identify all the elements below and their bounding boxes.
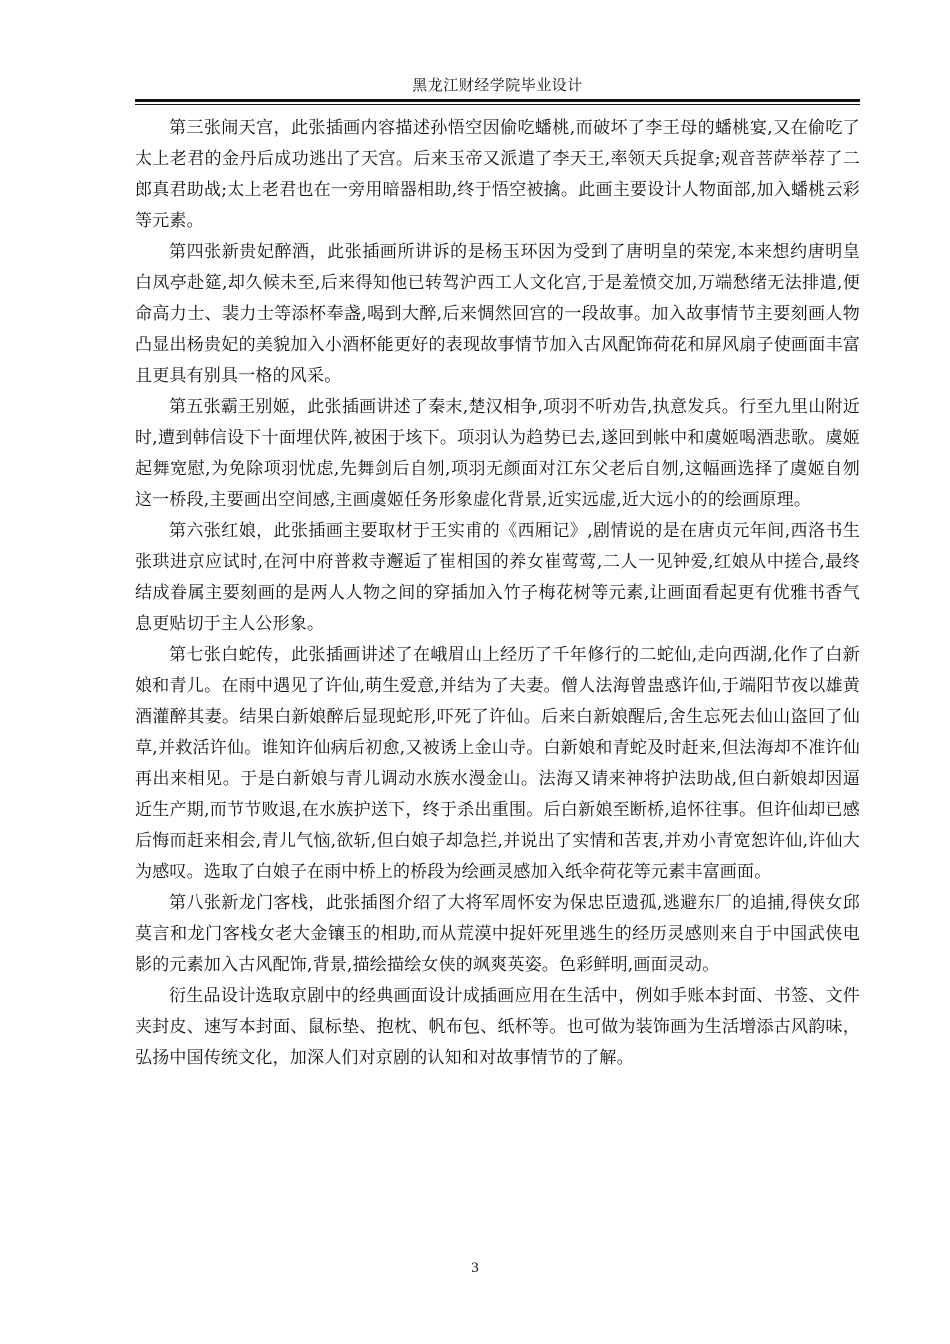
paragraph-seventh-illustration: 第七张白蛇传，此张插画讲述了在峨眉山上经历了千年修行的二蛇仙,走向西湖,化作了白新娘和青儿。在雨中遇见了许仙,萌生爱意,并结为了夫妻。僧人法海曾蛊惑许仙,于端阳节夜以雄黄酒灌醉其妻。结果白新娘醉后显现蛇形,吓死了许仙。后来白新娘醒后,舍生忘死去仙山盗回了仙草,并救活许仙。谁知许仙病后初愈,又被诱上金山寺。白新娘和青蛇及时赶来,但法海却不准许仙再出来相见。于是白新娘与青儿调动水族水漫金山。法海又请来神将护法助战,但白新娘却因逼近生产期,而节节败退,在水族护送下，终于杀出重围。后白新娘至断桥,追怀往事。但许仙却已感后悔而赶来相会,青儿气恼,欲斩,但白娘子却急拦,并说出了实情和苦衷,并劝小青宽恕许仙,许仙大为感叹。选取了白娘子在雨中桥上的桥段为绘画灵感加入纸伞荷花等元素丰富画面。 (135, 645, 860, 882)
page-number: 3 (471, 1260, 479, 1276)
paragraph-sixth-illustration: 第六张红娘，此张插画主要取材于王实甫的《西厢记》,剧情说的是在唐贞元年间,西洛书生张珙进京应试时,在河中府普救寺邂逅了崔相国的养女崔莺莺,二人一见钟爱,红娘从中搓合,最终结成眷属主要刻画的是两人人物之间的穿插加入竹子梅花树等元素,让画面看起更有优雅书香气息更贴切于主人公形象。 (135, 521, 860, 634)
paragraph-derivative-products: 衍生品设计选取京剧中的经典画面设计成插画应用在生活中，例如手账本封面、书签、文件夹封皮、速写本封面、鼠标垫、抱枕、帆布包、纸杯等。也可做为装饰画为生活增添古风韵味，弘扬中国传统文化，加深人们对京剧的认知和对故事情节的了解。 (135, 986, 860, 1068)
page-header-title: 黑龙江财经学院毕业设计 (412, 76, 583, 94)
paragraph-fifth-illustration: 第五张霸王别姬，此张插画讲述了秦末,楚汉相争,项羽不听劝告,执意发兵。行至九里山附近时,遭到韩信设下十面埋伏阵,被困于垓下。项羽认为趋势已去,遂回到帐中和虞姬喝酒悲歌。虞姬起舞宽慰,为免除项羽忧虑,先舞剑后自刎,项羽无颜面对江东父老后自刎,这幅画选择了虞姬自刎这一桥段,主要画出空间感,主画虞姬任务形象虚化背景,近实远虚,近大远小的的绘画原理。 (135, 397, 860, 510)
paragraph-eighth-illustration: 第八张新龙门客栈，此张插图介绍了大将军周怀安为保忠臣遗孤,逃避东厂的追捕,得侠女邱莫言和龙门客栈女老大金镶玉的相助,而从荒漠中捉奸死里逃生的经历灵感则来自于中国武侠电影的元素加入古风配饰,背景,描绘描绘女侠的飒爽英姿。色彩鲜明,画面灵动。 (135, 893, 860, 975)
header-rule-thin (135, 104, 860, 105)
paragraph-fourth-illustration: 第四张新贵妃醉酒，此张插画所讲诉的是杨玉环因为受到了唐明皇的荣宠,本来想约唐明皇白凤亭赴筵,却久候未至,后来得知他已转驾沪西工人文化宫,于是羞愤交加,万端愁绪无法排遣,便命高力士、裴力士等添杯奉盏,喝到大醉,后来惆然回宫的一段故事。加入故事情节主要刻画人物凸显出杨贵妃的美貌加入小酒杯能更好的表现故事情节加入古风配饰荷花和屏风扇子使画面丰富且更具有别具一格的风采。 (135, 242, 860, 386)
paragraph-third-illustration: 第三张闹天宫，此张插画内容描述孙悟空因偷吃蟠桃,而破坏了李王母的蟠桃宴,又在偷吃了太上老君的金丹后成功逃出了天宫。后来玉帝又派遣了李天王,率领天兵捉拿;观音菩萨举荐了二郎真君助战;太上老君也在一旁用暗器相助,终于悟空被擒。此画主要设计人物面部,加入蟠桃云彩等元素。 (135, 118, 860, 231)
document-body (135, 113, 860, 1074)
header-rule-thick (135, 99, 860, 102)
